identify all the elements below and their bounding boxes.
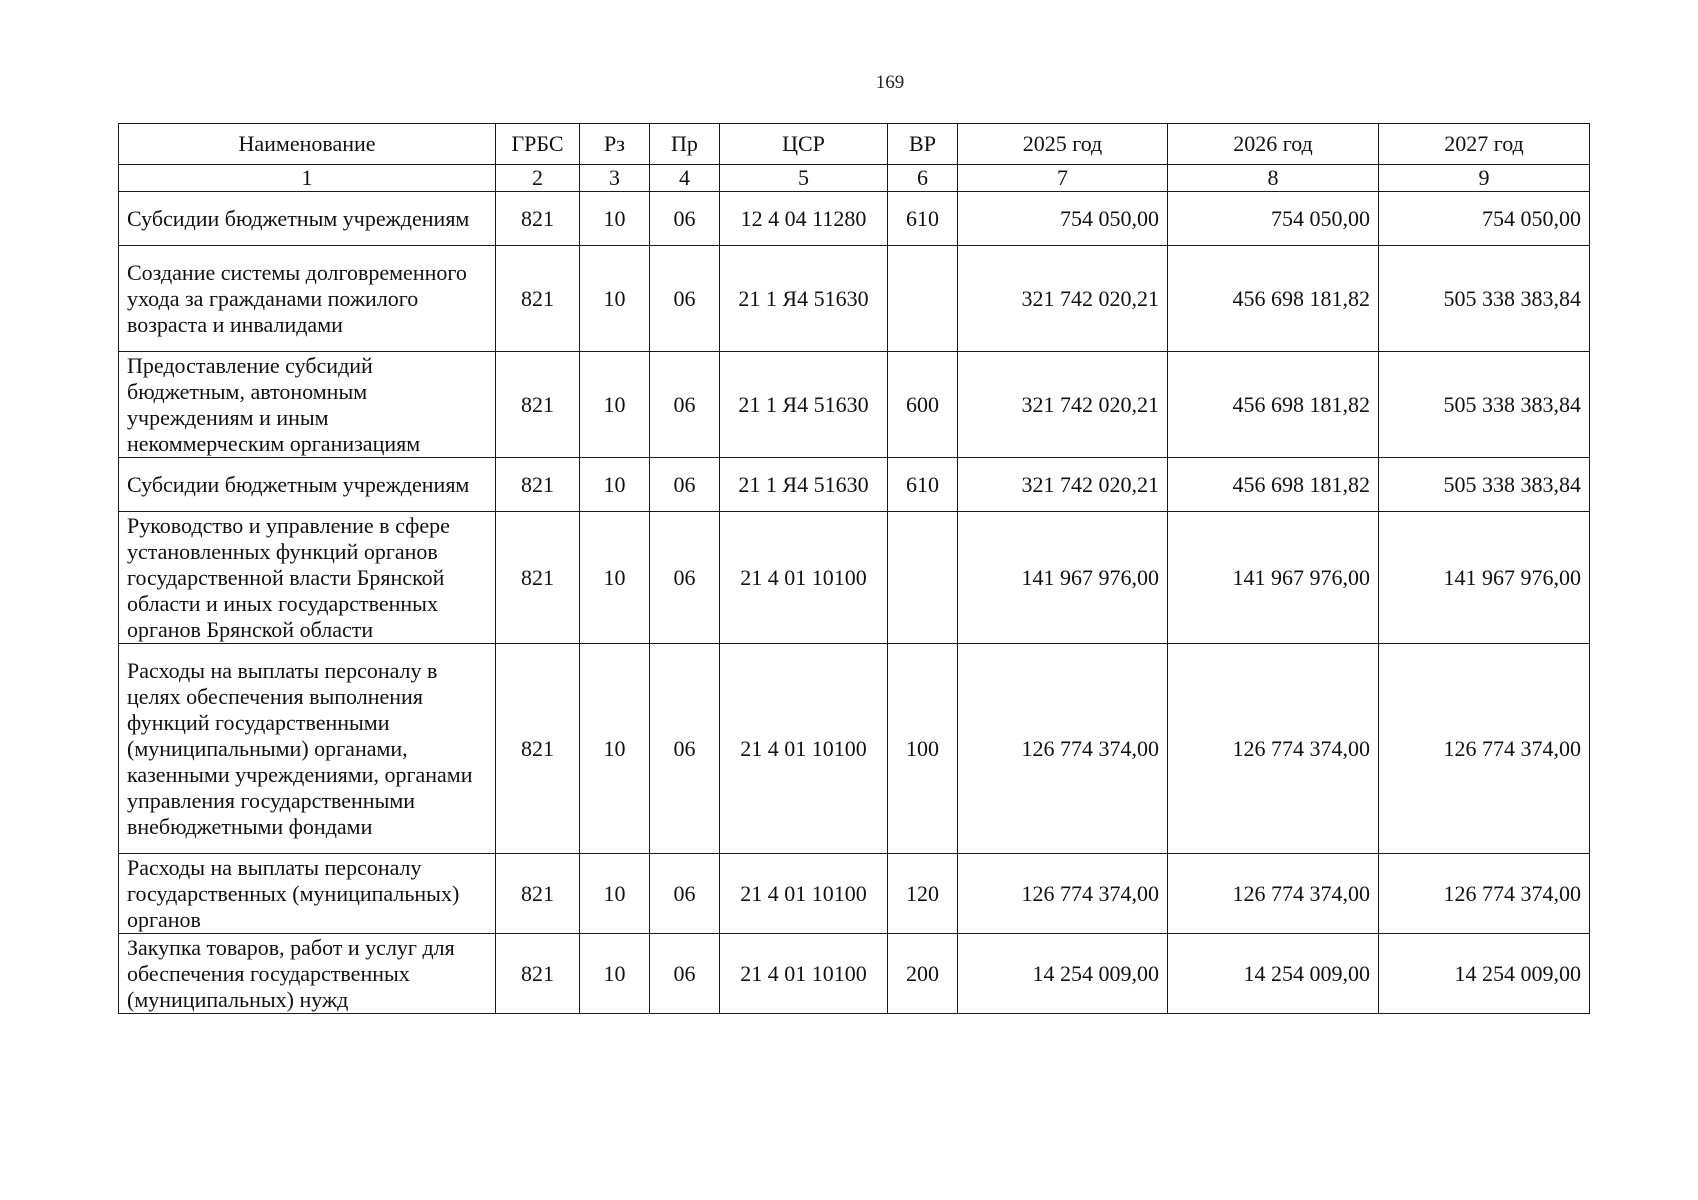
header-csr: ЦСР [720, 124, 888, 165]
row-csr: 12 4 04 11280 [720, 192, 888, 246]
table-row [119, 512, 1590, 644]
row-grbs: 821 [496, 644, 580, 854]
row-vr: 610 [888, 458, 958, 512]
row-rz: 10 [580, 934, 650, 1014]
row-amount-2027: 126 774 374,00 [1379, 644, 1590, 854]
row-amount-2026: 126 774 374,00 [1168, 644, 1379, 854]
row-amount-2027: 141 967 976,00 [1379, 512, 1590, 644]
row-amount-2027: 14 254 009,00 [1379, 934, 1590, 1014]
row-amount-2025: 126 774 374,00 [958, 854, 1168, 934]
row-amount-2025: 141 967 976,00 [958, 512, 1168, 644]
header-pr: Пр [650, 124, 720, 165]
row-amount-2025: 321 742 020,21 [958, 246, 1168, 352]
header-2026: 2026 год [1168, 124, 1379, 165]
row-csr: 21 4 01 10100 [720, 644, 888, 854]
row-vr: 610 [888, 192, 958, 246]
header-rz: Рз [580, 124, 650, 165]
column-number: 1 [119, 165, 496, 192]
row-grbs: 821 [496, 246, 580, 352]
row-amount-2026: 456 698 181,82 [1168, 352, 1379, 458]
header-row [119, 124, 1590, 165]
row-amount-2026: 14 254 009,00 [1168, 934, 1379, 1014]
row-amount-2025: 321 742 020,21 [958, 352, 1168, 458]
row-pr: 06 [650, 644, 720, 854]
row-vr [888, 512, 958, 644]
row-rz: 10 [580, 512, 650, 644]
row-csr: 21 4 01 10100 [720, 512, 888, 644]
row-amount-2025: 321 742 020,21 [958, 458, 1168, 512]
row-pr: 06 [650, 246, 720, 352]
row-amount-2027: 126 774 374,00 [1379, 854, 1590, 934]
row-name: Субсидии бюджетным учреждениям [119, 192, 496, 246]
row-rz: 10 [580, 352, 650, 458]
column-number: 7 [958, 165, 1168, 192]
row-rz: 10 [580, 458, 650, 512]
column-number: 9 [1379, 165, 1590, 192]
row-vr: 200 [888, 934, 958, 1014]
row-amount-2026: 456 698 181,82 [1168, 458, 1379, 512]
row-vr: 120 [888, 854, 958, 934]
column-number: 2 [496, 165, 580, 192]
row-name: Расходы на выплаты персоналу в целях обеспечения выполнения функций государственными (муниципальными) органами, казенными учреждениями, органами управления государственными внебюджетными фондами [119, 644, 496, 854]
row-name: Субсидии бюджетным учреждениям [119, 458, 496, 512]
row-rz: 10 [580, 246, 650, 352]
header-grbs: ГРБС [496, 124, 580, 165]
row-rz: 10 [580, 644, 650, 854]
row-pr: 06 [650, 352, 720, 458]
row-csr: 21 4 01 10100 [720, 854, 888, 934]
row-vr: 100 [888, 644, 958, 854]
row-amount-2025: 14 254 009,00 [958, 934, 1168, 1014]
header-vr: ВР [888, 124, 958, 165]
row-amount-2025: 754 050,00 [958, 192, 1168, 246]
row-grbs: 821 [496, 458, 580, 512]
row-amount-2027: 505 338 383,84 [1379, 458, 1590, 512]
row-csr: 21 1 Я4 51630 [720, 458, 888, 512]
table-row [119, 854, 1590, 934]
table-row [119, 352, 1590, 458]
row-name: Руководство и управление в сфере установленных функций органов государственной власти Брянской области и иных государственных органов Брянской области [119, 512, 496, 644]
page-number: 169 [875, 72, 905, 93]
column-number: 8 [1168, 165, 1379, 192]
budget-table [118, 123, 1590, 1014]
row-vr: 600 [888, 352, 958, 458]
row-grbs: 821 [496, 352, 580, 458]
row-pr: 06 [650, 854, 720, 934]
row-amount-2026: 141 967 976,00 [1168, 512, 1379, 644]
table-row [119, 644, 1590, 854]
row-grbs: 821 [496, 512, 580, 644]
row-rz: 10 [580, 854, 650, 934]
column-number: 6 [888, 165, 958, 192]
row-pr: 06 [650, 192, 720, 246]
row-grbs: 821 [496, 854, 580, 934]
row-name: Создание системы долговременного ухода за гражданами пожилого возраста и инвалидами [119, 246, 496, 352]
row-amount-2026: 126 774 374,00 [1168, 854, 1379, 934]
row-amount-2026: 754 050,00 [1168, 192, 1379, 246]
row-amount-2027: 505 338 383,84 [1379, 246, 1590, 352]
row-amount-2026: 456 698 181,82 [1168, 246, 1379, 352]
row-csr: 21 1 Я4 51630 [720, 246, 888, 352]
header-2025: 2025 год [958, 124, 1168, 165]
row-grbs: 821 [496, 192, 580, 246]
header-2027: 2027 год [1379, 124, 1590, 165]
row-vr [888, 246, 958, 352]
row-csr: 21 1 Я4 51630 [720, 352, 888, 458]
column-number: 4 [650, 165, 720, 192]
column-number: 5 [720, 165, 888, 192]
table-row [119, 934, 1590, 1014]
table-row [119, 458, 1590, 512]
table-row [119, 246, 1590, 352]
row-pr: 06 [650, 512, 720, 644]
column-number: 3 [580, 165, 650, 192]
row-csr: 21 4 01 10100 [720, 934, 888, 1014]
table-row [119, 192, 1590, 246]
row-amount-2027: 505 338 383,84 [1379, 352, 1590, 458]
column-number-row [119, 165, 1590, 192]
row-pr: 06 [650, 458, 720, 512]
row-grbs: 821 [496, 934, 580, 1014]
row-rz: 10 [580, 192, 650, 246]
row-amount-2025: 126 774 374,00 [958, 644, 1168, 854]
row-amount-2027: 754 050,00 [1379, 192, 1590, 246]
row-name: Расходы на выплаты персоналу государственных (муниципальных) органов [119, 854, 496, 934]
row-name: Закупка товаров, работ и услуг для обеспечения государственных (муниципальных) нужд [119, 934, 496, 1014]
row-name: Предоставление субсидий бюджетным, автономным учреждениям и иным некоммерческим организациям [119, 352, 496, 458]
row-pr: 06 [650, 934, 720, 1014]
header-name: Наименование [119, 124, 496, 165]
